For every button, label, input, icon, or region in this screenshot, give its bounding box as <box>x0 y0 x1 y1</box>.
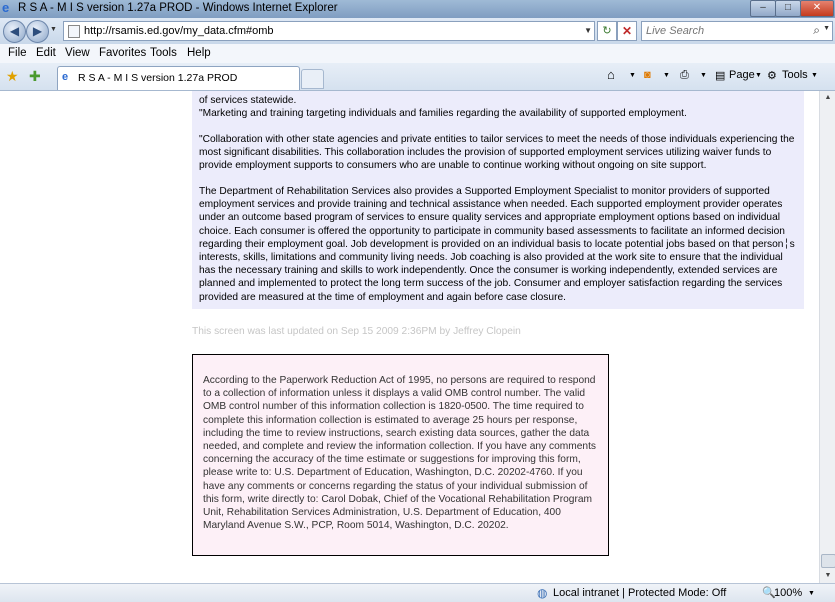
minimize-button[interactable]: – <box>750 0 776 17</box>
scroll-down-arrow-icon[interactable]: ▼ <box>824 572 832 579</box>
zoom-icon: 🔍 <box>762 587 776 599</box>
paragraph-department: The Department of Rehabilitation Services also provides a Supported Employment Specialist to monitor providers of supported employment services and provide training and technical assistance when needed. Each supported employment provider operates under an outcome based program of services to ensure quality services and appropriate employment options based on individual choice. Each consumer is offered the opportunity to participate in community based assessments to facilitate an informed decision regarding their employment goal. Job development is provided on an individual basis to locate potential jobs based on that person╎s interests, skills, limitations and community living needs. Job coaching is also provided at the work site to ensure that the individual has the necessary training and skills to work independently. Once the consumer is working independently, extended services are planned and implemented to protect the long term success of the job. Consumer and employer satisfaction regarding the services provided are measured at the time of employment and again before case closure. <box>199 186 795 303</box>
gear-icon: ⚙ <box>767 70 777 82</box>
feeds-icon[interactable]: ◙ <box>644 69 651 81</box>
title-bar <box>0 0 835 18</box>
page-menu[interactable]: Page <box>729 69 755 81</box>
close-button[interactable]: ✕ <box>800 0 834 17</box>
ie-logo-icon: e <box>2 0 10 15</box>
menu-file[interactable]: File <box>8 47 27 59</box>
address-dropdown[interactable]: ▼ <box>584 26 592 35</box>
state-plan-panel <box>192 91 804 309</box>
refresh-button[interactable] <box>597 21 617 41</box>
home-dropdown[interactable]: ▼ <box>629 72 636 79</box>
paragraph-services: of services statewide. <box>199 95 297 106</box>
paragraph-collaboration: "Collaboration with other state agencies and private entities to tailor services to meet the needs of those individuals experiencing the most significant disabilities. This collaboration includes the provision of supported employment services utilizing waiver funds to provide employment supports to consumers who are unable to continue working without ongoing on site support. <box>199 134 795 172</box>
ie-logo-icon: e <box>62 71 69 83</box>
forward-arrow-icon: ▶ <box>32 24 43 38</box>
forward-button[interactable] <box>26 20 49 43</box>
add-favorite-icon[interactable]: ✚ <box>29 68 41 84</box>
search-icon[interactable]: ⌕ <box>813 23 820 37</box>
menu-favorites[interactable]: Favorites <box>99 47 147 59</box>
scroll-up-arrow-icon[interactable]: ▲ <box>824 94 832 101</box>
recent-pages-dropdown[interactable]: ▼ <box>50 26 57 33</box>
print-dropdown[interactable]: ▼ <box>700 72 707 79</box>
new-tab-button[interactable] <box>301 69 324 89</box>
print-icon[interactable]: ⎙ <box>680 69 689 81</box>
menu-help[interactable]: Help <box>187 47 211 59</box>
window-title: R S A - M I S version 1.27a PROD - Windows Internet Explorer <box>18 2 338 14</box>
menu-view[interactable]: View <box>65 47 90 59</box>
stop-icon: ✕ <box>621 24 633 38</box>
vertical-scrollbar[interactable] <box>819 91 835 583</box>
maximize-button[interactable]: □ <box>775 0 801 17</box>
zoom-level[interactable]: 100% <box>774 587 803 599</box>
back-button[interactable] <box>3 20 26 43</box>
security-zone[interactable]: Local intranet | Protected Mode: Off <box>553 587 727 599</box>
stop-button[interactable] <box>617 21 637 41</box>
paragraph-marketing: "Marketing and training targeting individuals and families regarding the availability of supported employment. <box>199 108 687 119</box>
tab-label: R S A - M I S version 1.27a PROD <box>78 72 238 84</box>
tools-dropdown[interactable]: ▼ <box>811 72 818 79</box>
address-field[interactable] <box>63 21 595 41</box>
search-box[interactable] <box>641 21 833 41</box>
feeds-dropdown[interactable]: ▼ <box>663 72 670 79</box>
url-text[interactable]: http://rsamis.ed.gov/my_data.cfm#omb <box>84 25 274 37</box>
tab-rsamis[interactable] <box>57 66 300 90</box>
page-content <box>0 91 819 583</box>
search-dropdown[interactable]: ▼ <box>823 25 830 32</box>
tools-menu[interactable]: Tools <box>782 69 808 81</box>
back-arrow-icon: ◀ <box>9 24 20 38</box>
home-icon[interactable]: ⌂ <box>607 67 615 82</box>
page-icon <box>68 25 80 38</box>
paperwork-notice-box <box>192 354 609 556</box>
page-dropdown[interactable]: ▼ <box>755 72 762 79</box>
status-bar <box>0 583 835 602</box>
menu-edit[interactable]: Edit <box>36 47 56 59</box>
search-input[interactable] <box>644 23 813 39</box>
favorites-star-icon[interactable]: ★ <box>6 68 19 84</box>
menu-tools[interactable]: Tools <box>150 47 177 59</box>
globe-icon: ◍ <box>537 586 548 600</box>
zoom-dropdown[interactable]: ▼ <box>808 590 815 597</box>
scroll-thumb[interactable] <box>821 554 835 568</box>
refresh-icon: ↻ <box>602 25 612 37</box>
tab-bar <box>0 63 835 91</box>
last-updated-text: This screen was last updated on Sep 15 2009 2:36PM by Jeffrey Clopein <box>192 326 521 337</box>
paperwork-notice-text: According to the Paperwork Reduction Act of 1995, no persons are required to respond to a collection of information unless it displays a valid OMB control number. The valid OMB control number of this information collection is 1820-0500. The time required to complete this information collection is estimated to average 25 hours per response, including the time to review instructions, search existing data sources, gather the data needed, and complete and review the information collection. If you have any comments concerning the accuracy of the time estimate or suggestions for improving this form, please write to: U.S. Department of Education, Washington, D.C. 20202-4760. If you have any comments or concerns regarding the status of your individual submission of this form, write directly to: Carol Dobak, Chief of the Vocational Rehabilitation Program Unit, Rehabilitation Services Administration, U.S. Department of Education, 400 Maryland Avenue S.W., PCP, Room 5014, Washington, D.C. 20202. <box>203 375 597 532</box>
page-doc-icon: ▤ <box>715 70 726 82</box>
address-toolbar <box>0 18 835 44</box>
menu-bar <box>0 44 835 64</box>
